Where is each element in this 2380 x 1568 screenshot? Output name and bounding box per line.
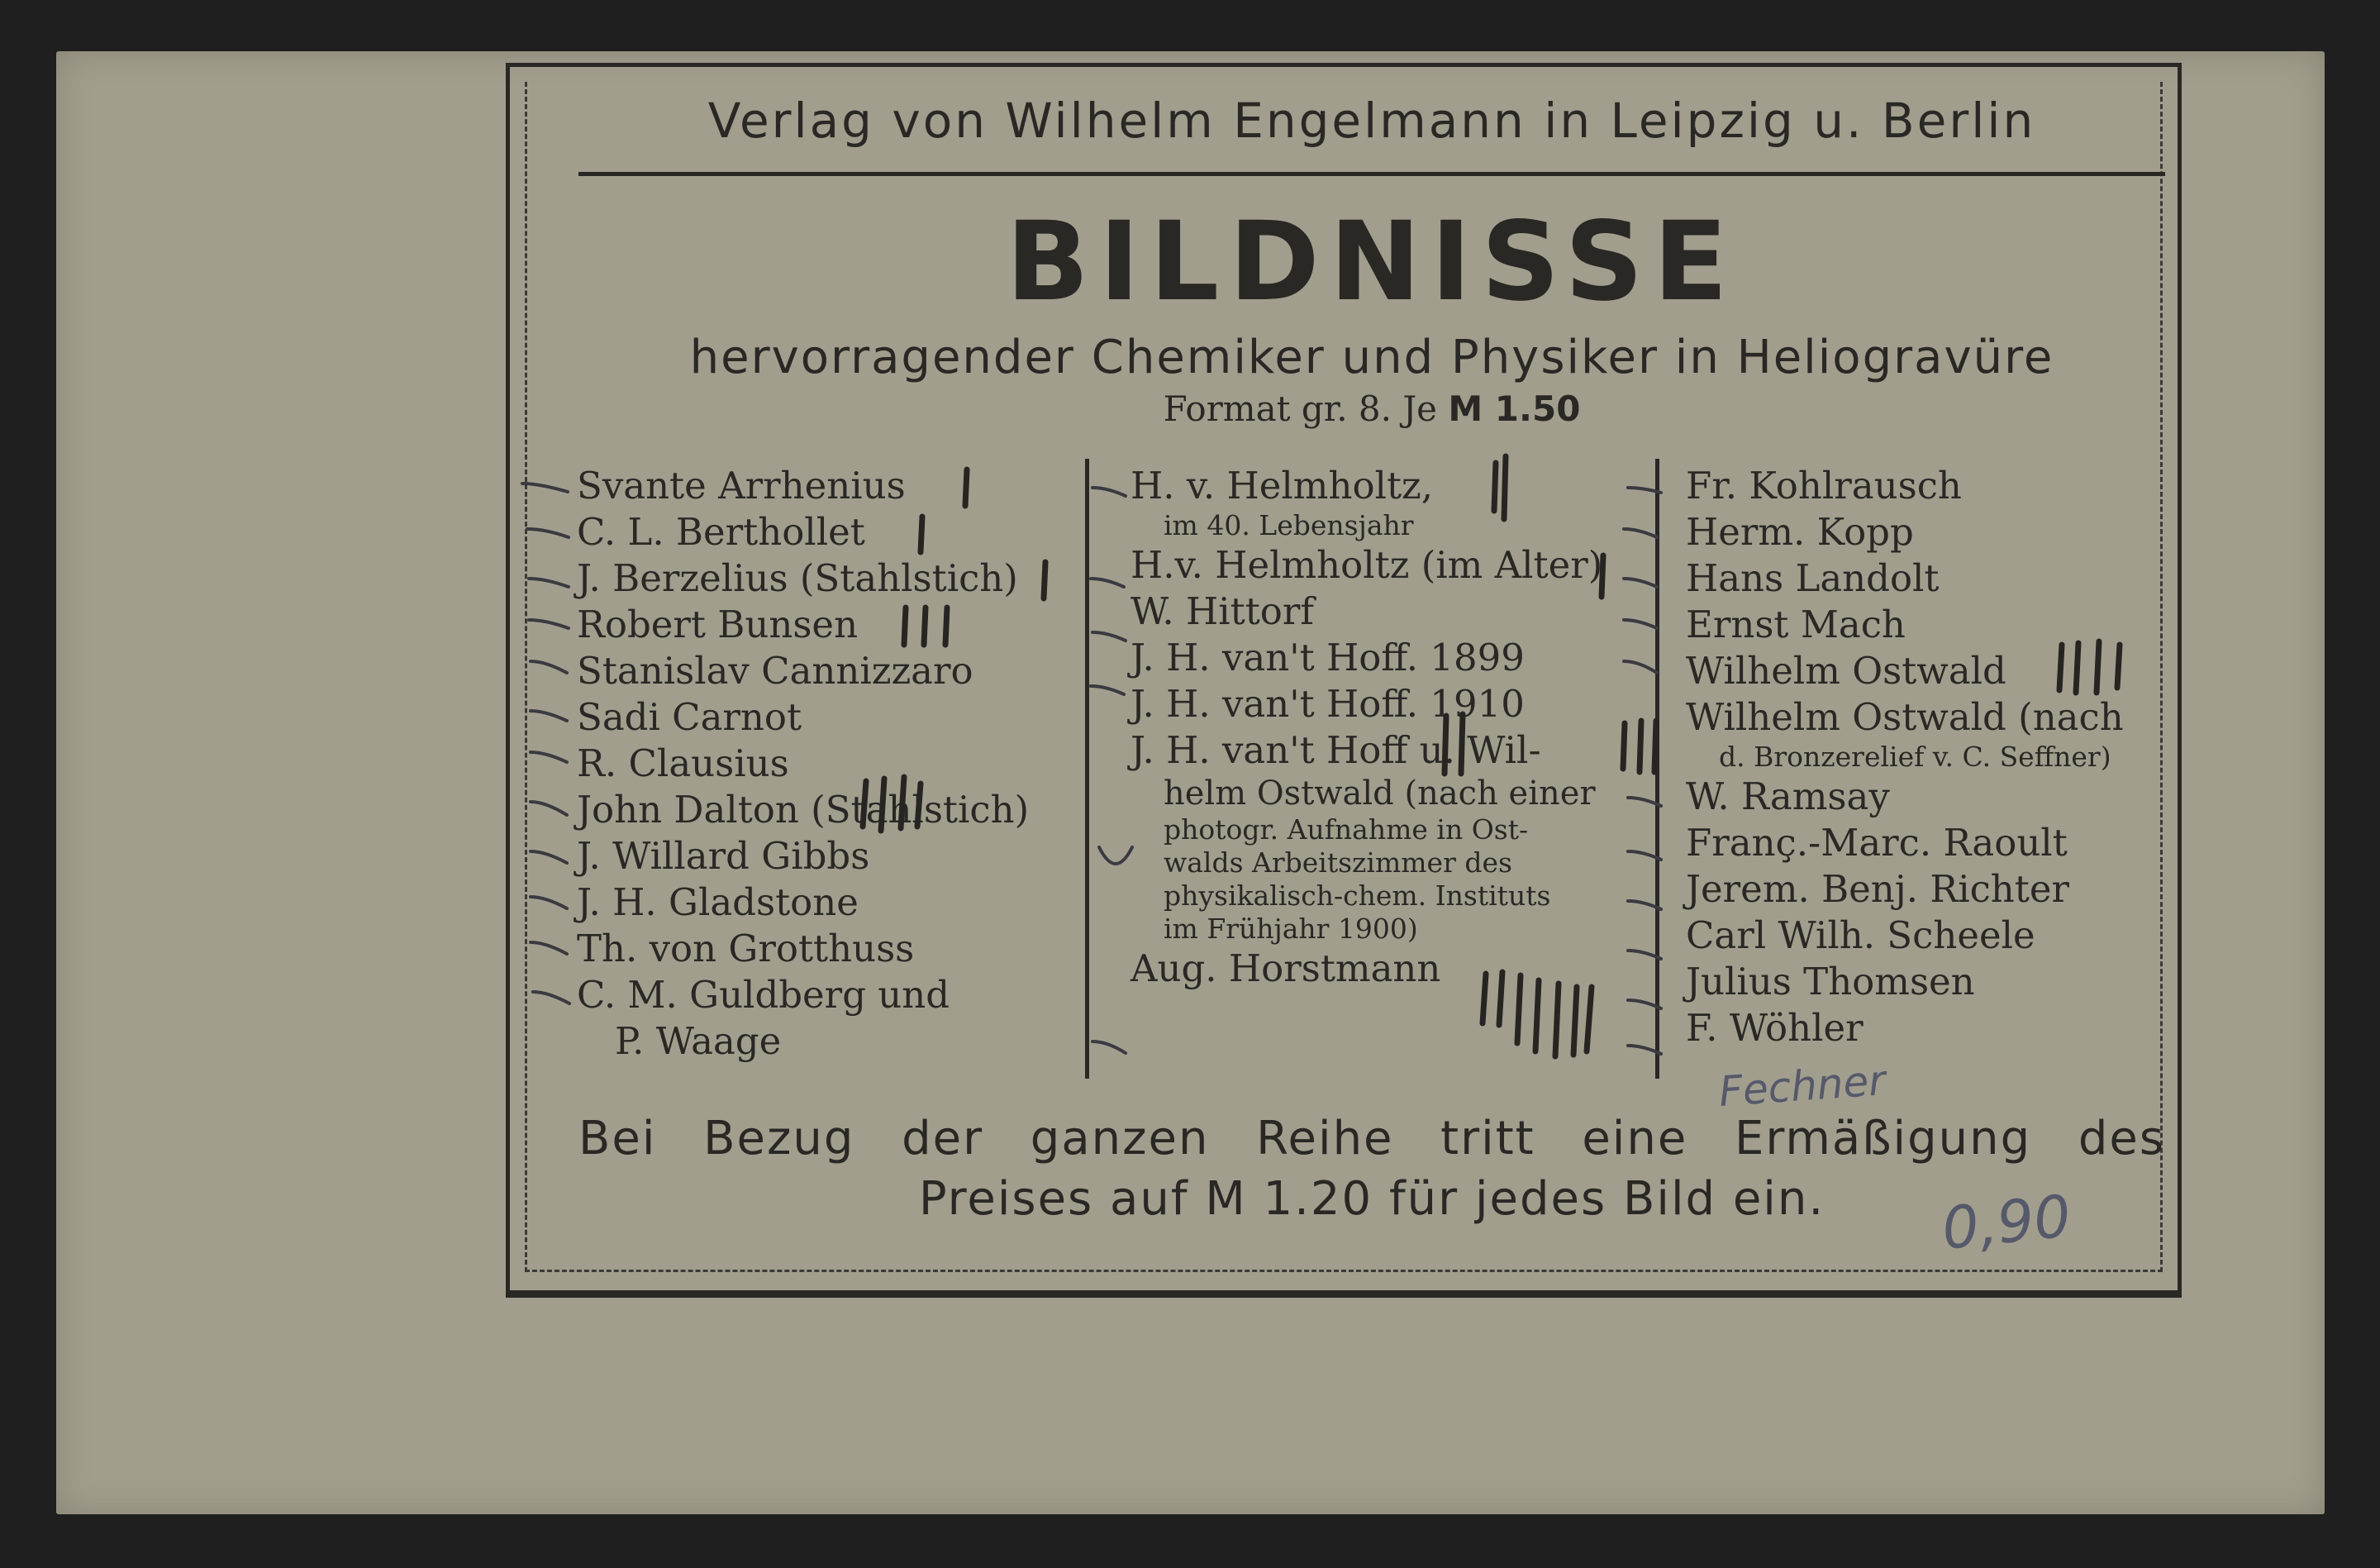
format-price: M 1.50 <box>1448 388 1581 429</box>
list-item: Robert Bunsen <box>577 603 859 646</box>
footer-line-2: Preises auf M 1.20 für jedes Bild ein. <box>918 1172 1825 1226</box>
list-item: Fr. Kohlrausch <box>1686 464 1962 508</box>
list-item: W. Ramsay <box>1686 774 1890 818</box>
list-item: Carl Wilh. Scheele <box>1686 913 2035 957</box>
list-item: Jerem. Benj. Richter <box>1686 867 2070 911</box>
list-item: Aug. Horstmann <box>1130 946 1441 990</box>
list-item: F. Wöhler <box>1686 1006 1864 1050</box>
list-item: Herm. Kopp <box>1686 510 1914 554</box>
list-item: Ernst Mach <box>1686 603 1906 646</box>
list-item-note: walds Arbeitszimmer des <box>1164 846 1512 879</box>
list-item: J. H. van't Hoff. 1910 <box>1130 682 1525 726</box>
footer-line-1: Bei Bezug der ganzen Reihe tritt eine Ermäßigung des <box>578 1112 2165 1165</box>
list-item: helm Ostwald (nach einer <box>1164 774 1596 813</box>
list-item: C. M. Guldberg und <box>577 973 950 1017</box>
list-item: Svante Arrhenius <box>577 464 906 508</box>
format-prefix: Format gr. 8. Je <box>1163 388 1438 429</box>
list-item: J. Willard Gibbs <box>577 834 870 878</box>
list-item: Sadi Carnot <box>577 695 802 739</box>
list-item: P. Waage <box>615 1019 782 1063</box>
list-item: R. Clausius <box>577 741 789 785</box>
handwritten-price-note: 0,90 <box>1939 1182 2074 1263</box>
list-item: Franç.-Marc. Raoult <box>1686 821 2068 865</box>
list-item: J. H. van't Hoff. 1899 <box>1130 636 1525 679</box>
list-item: J. Berzelius (Stahlstich) <box>577 556 1018 600</box>
list-item-note: d. Bronzerelief v. C. Seffner) <box>1719 741 2111 773</box>
list-item: J. H. Gladstone <box>577 880 859 924</box>
subtitle: hervorragender Chemiker und Physiker in Heliogravüre <box>689 331 2054 384</box>
list-item: Hans Landolt <box>1686 556 1940 600</box>
list-item: Th. von Grotthuss <box>577 927 915 970</box>
list-item: Julius Thomsen <box>1686 960 1975 1003</box>
publisher-line: Verlag von Wilhelm Engelmann in Leipzig u. Berlin <box>707 93 2036 149</box>
list-item: W. Hittorf <box>1130 589 1315 633</box>
handwritten-name-note: Fechner <box>1717 1056 1887 1116</box>
list-item: C. L. Berthollet <box>577 510 865 554</box>
list-item: H.v. Helmholtz (im Alter) <box>1130 543 1603 587</box>
list-item: Stanislav Cannizzaro <box>577 649 973 693</box>
list-item: Wilhelm Ostwald (nach <box>1686 695 2124 739</box>
list-item: John Dalton (Stahlstich) <box>577 788 1030 832</box>
list-item-note: im 40. Lebensjahr <box>1164 509 1414 541</box>
list-item-note: im Frühjahr 1900) <box>1164 913 1418 945</box>
page-title: BILDNISSE <box>1006 198 1738 326</box>
list-item: H. v. Helmholtz, <box>1130 464 1434 508</box>
list-item: Wilhelm Ostwald <box>1686 649 2006 693</box>
list-item: J. H. van't Hoff u. Wil- <box>1130 728 1541 772</box>
list-item-note: photogr. Aufnahme in Ost- <box>1164 813 1529 846</box>
list-item-note: physikalisch-chem. Instituts <box>1164 879 1551 912</box>
